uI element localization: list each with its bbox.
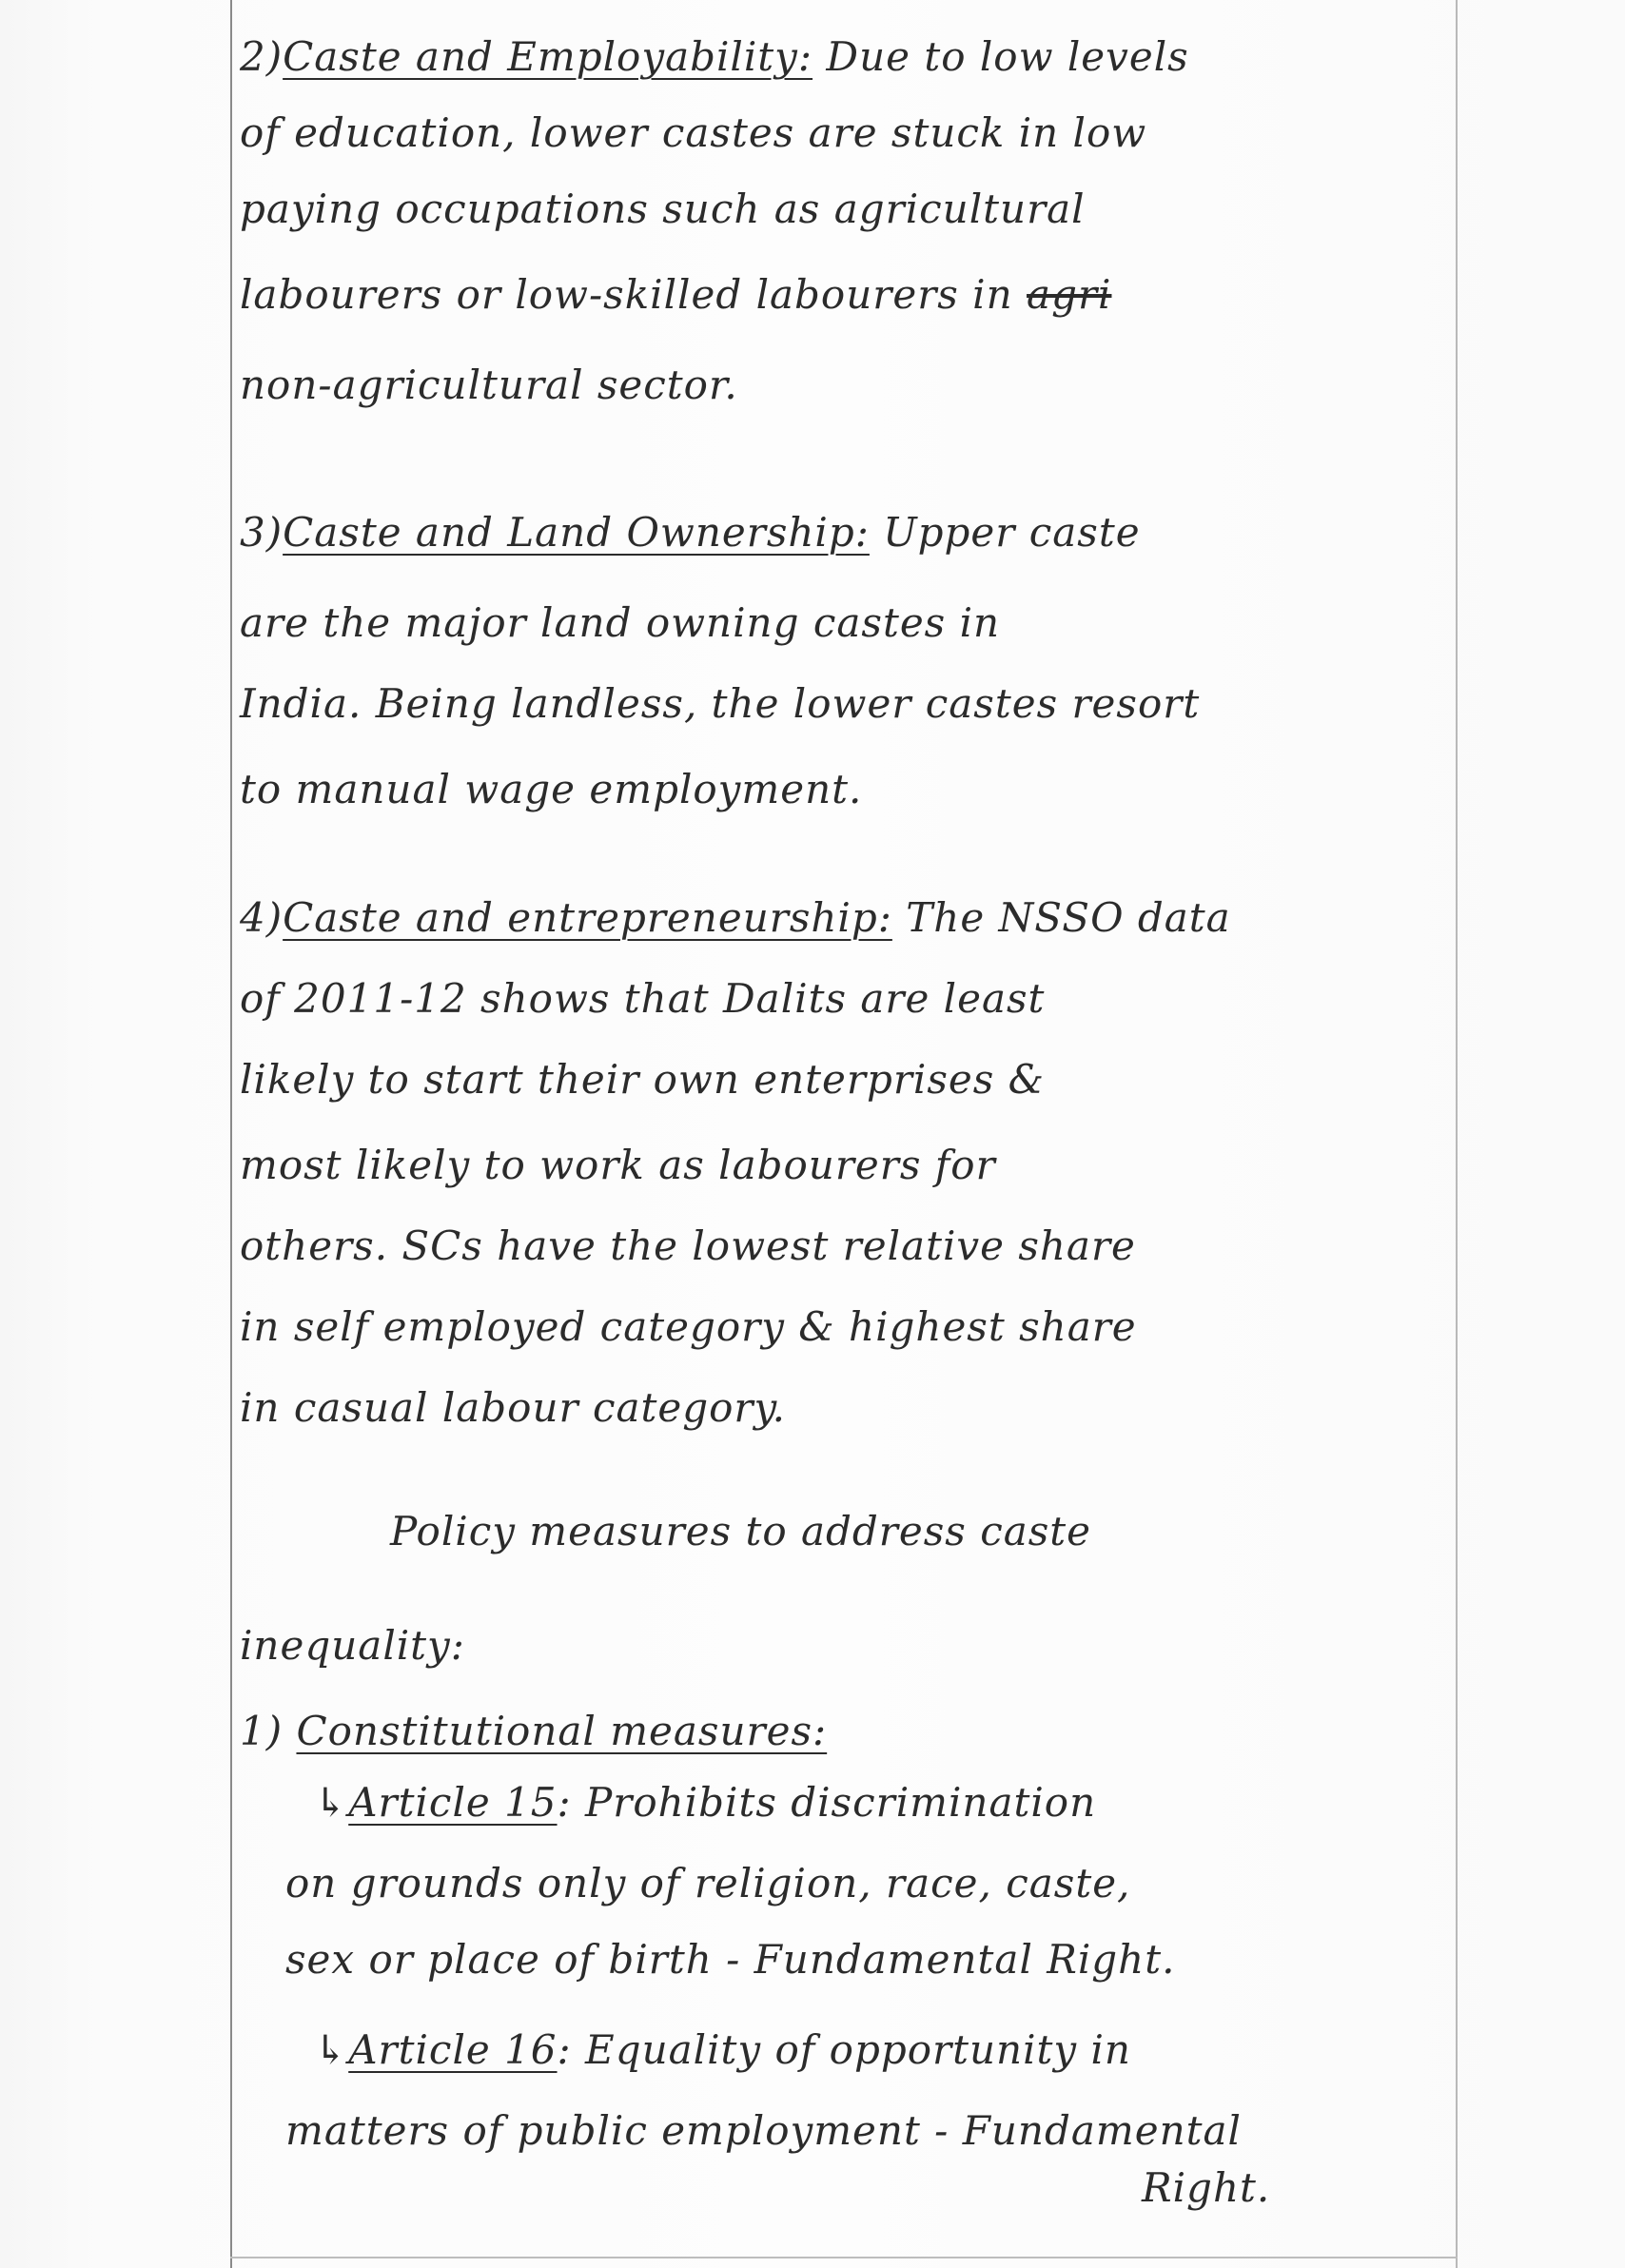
s2-struck-word: agri: [1027, 271, 1112, 318]
article-15-line-3: sex or place of birth - Fundamental Right.: [285, 1936, 1176, 1983]
arrow-icon: ↳: [314, 1779, 349, 1826]
s3-line-4: to manual wage employment.: [240, 766, 863, 812]
s4-text-1: The NSSO data: [906, 894, 1231, 941]
policy-heading-line-1: Policy measures to address caste: [390, 1508, 1092, 1554]
s2-line-3: paying occupations such as agricultural: [240, 186, 1086, 232]
article-16-label: Article 16: [348, 2026, 558, 2073]
s2-number: 2): [240, 33, 284, 80]
s2-line-4: [240, 266, 1458, 323]
s4-number: 4): [240, 894, 284, 941]
s2-line-2: of education, lower castes are stuck in low: [240, 109, 1147, 156]
s4-line-1: [240, 890, 1458, 947]
constitutional-heading: [240, 1703, 1458, 1760]
s3-heading: Caste and Land Ownership:: [283, 509, 870, 556]
s4-heading: Caste and entrepreneurship:: [283, 894, 892, 941]
s4-line-4: most likely to work as labourers for: [240, 1142, 996, 1188]
article-16-text-1: : Equality of opportunity in: [557, 2026, 1131, 2073]
article-16-line-3: Right.: [1142, 2164, 1271, 2211]
article-15-label: Article 15: [348, 1779, 558, 1826]
page-bottom-line: [230, 2257, 1458, 2258]
s4-line-5: others. SCs have the lowest relative share: [240, 1222, 1136, 1269]
s2-text-1: Due to low levels: [826, 33, 1189, 80]
s2-line-5: non-agricultural sector.: [240, 362, 738, 408]
s2-text-4: labourers or low-skilled labourers in: [240, 271, 1013, 318]
s2-heading: Caste and Employability:: [283, 33, 813, 80]
article-16-line-2: matters of public employment - Fundamental: [285, 2107, 1242, 2154]
s4-line-7: in casual labour category.: [240, 1384, 786, 1431]
s4-line-2: of 2011-12 shows that Dalits are least: [240, 975, 1046, 1022]
margin-line: [230, 0, 232, 2268]
arrow-icon: ↳: [314, 2026, 349, 2073]
s2-line-1: [240, 29, 1458, 86]
page-edge-line: [1456, 0, 1458, 2268]
s4-line-6: in self employed category & highest share: [240, 1303, 1137, 1350]
constitutional-title: Constitutional measures:: [296, 1708, 828, 1754]
s3-line-3: India. Being landless, the lower castes resort: [240, 680, 1201, 727]
article-15-line-2: on grounds only of religion, race, caste,: [285, 1860, 1131, 1906]
article-15-line-1: [314, 1774, 1532, 1831]
article-16-line-1: [314, 2022, 1532, 2079]
s3-line-2: are the major land owning castes in: [240, 599, 1001, 646]
policy-heading-line-2: inequality:: [240, 1622, 465, 1669]
constitutional-number: 1): [240, 1708, 284, 1754]
s3-text-1: Upper caste: [883, 509, 1141, 556]
article-15-text-1: : Prohibits discrimination: [557, 1779, 1097, 1826]
s4-line-3: likely to start their own enterprises &: [240, 1056, 1046, 1103]
s3-line-1: [240, 504, 1458, 561]
s3-number: 3): [240, 509, 284, 556]
